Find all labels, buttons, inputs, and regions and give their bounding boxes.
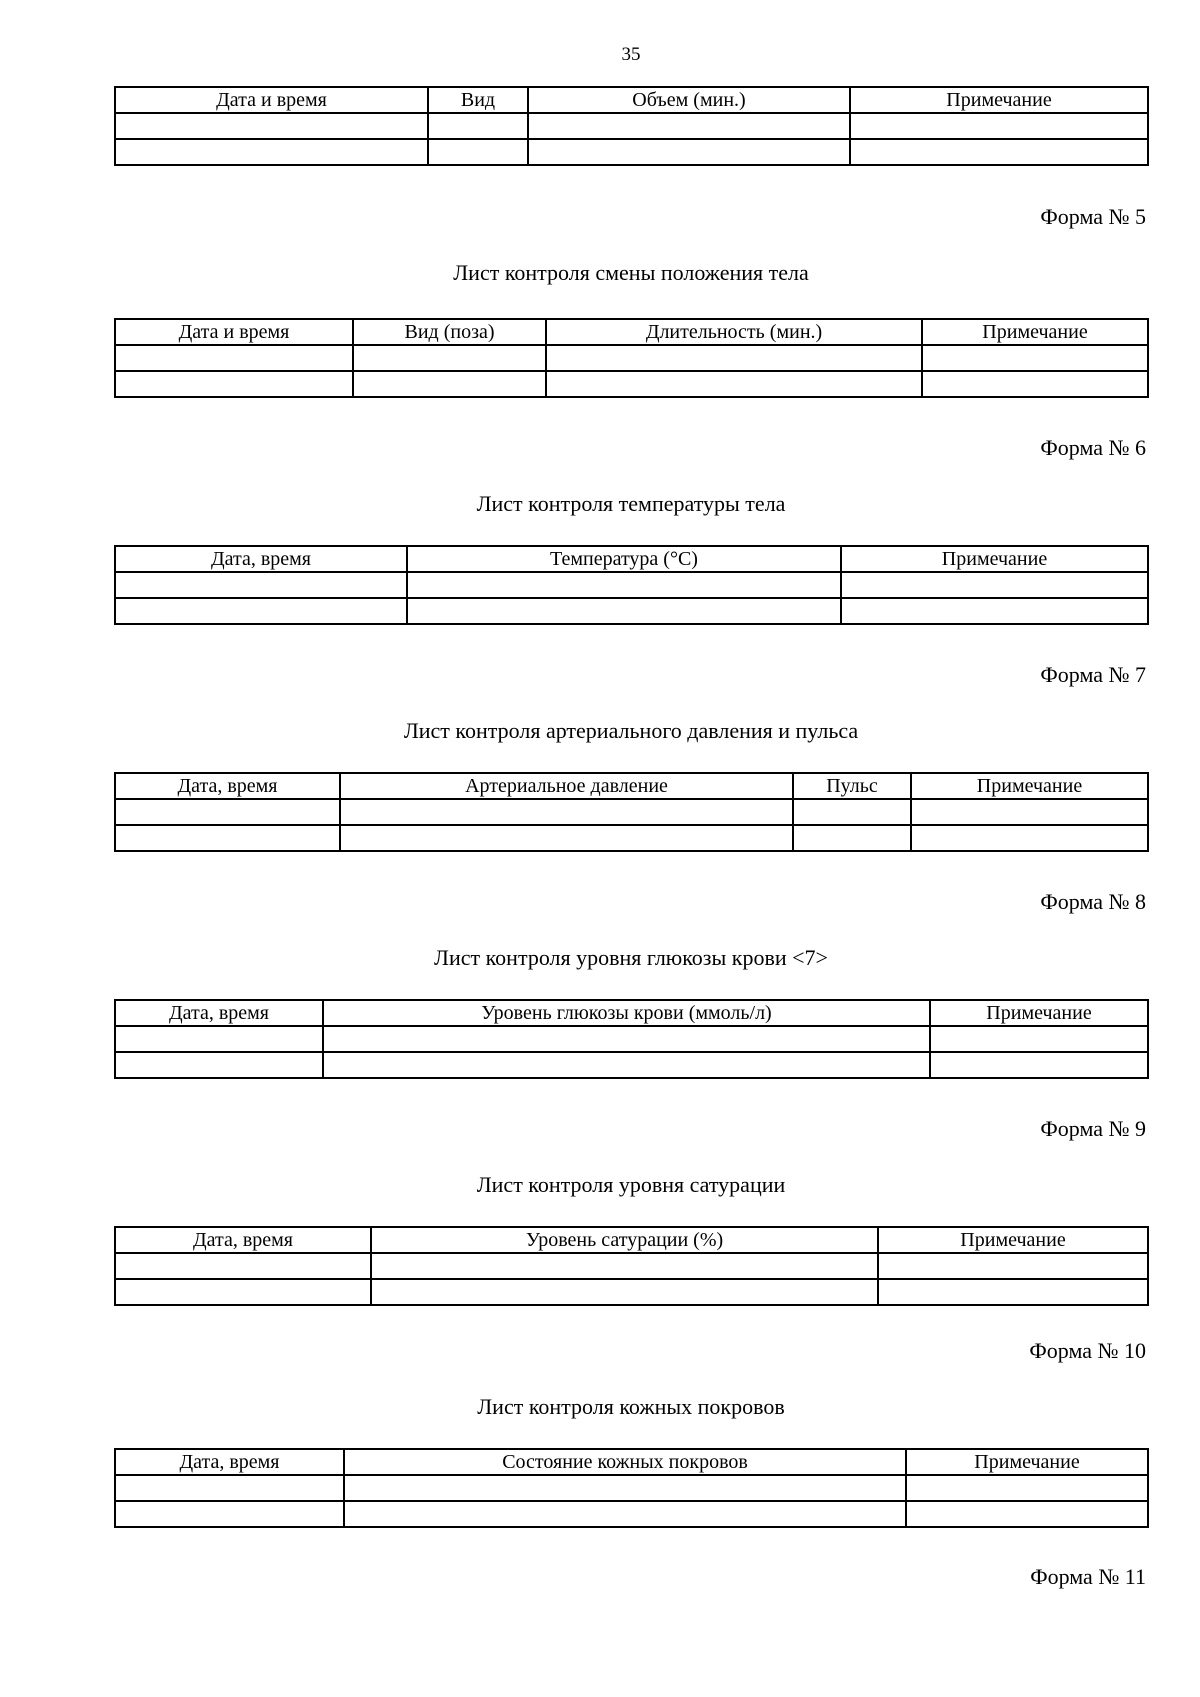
table-cell[interactable] [115,1279,371,1305]
table-cell[interactable] [850,139,1148,165]
table-cell[interactable] [115,598,407,624]
table-row [115,139,1148,165]
table-cell[interactable] [841,572,1148,598]
table-cell[interactable] [930,1052,1148,1078]
column-header: Уровень сатурации (%) [371,1227,878,1253]
table-cell[interactable] [323,1026,930,1052]
table-cell[interactable] [428,113,528,139]
table-header-row [115,87,1148,113]
table-row [115,371,1148,397]
table-cell[interactable] [922,371,1148,397]
column-header: Примечание [930,1000,1148,1026]
column-header: Объем (мин.) [528,87,850,113]
table-row [115,1253,1148,1279]
table-row [115,113,1148,139]
form-label: Форма № 6 [1040,435,1146,460]
blood-glucose-table [114,999,1149,1079]
table-cell[interactable] [407,572,841,598]
form-label: Форма № 5 [1040,204,1146,229]
form-label: Форма № 8 [1040,889,1146,914]
form-label: Форма № 7 [1040,662,1146,687]
temperature-table [114,545,1149,625]
table-row [115,1052,1148,1078]
column-header: Дата и время [115,319,353,345]
table-cell[interactable] [407,598,841,624]
sheet-title: Лист контроля кожных покровов [477,1394,785,1419]
column-header: Примечание [878,1227,1148,1253]
table-cell[interactable] [841,598,1148,624]
table-cell[interactable] [793,799,911,825]
table-cell[interactable] [115,572,407,598]
table-cell[interactable] [930,1026,1148,1052]
column-header: Температура (°C) [407,546,841,572]
column-header: Примечание [906,1449,1148,1475]
table-cell[interactable] [115,113,428,139]
table-cell[interactable] [323,1052,930,1078]
table-cell[interactable] [344,1475,906,1501]
column-header: Примечание [841,546,1148,572]
table-cell[interactable] [906,1501,1148,1527]
column-header: Вид [428,87,528,113]
column-header: Примечание [922,319,1148,345]
column-header: Вид (поза) [353,319,546,345]
column-header: Дата, время [115,546,407,572]
page-number: 35 [621,44,641,65]
table-cell[interactable] [878,1279,1148,1305]
table-cell[interactable] [911,799,1148,825]
table-row [115,1279,1148,1305]
skin-condition-table [114,1448,1149,1528]
table-cell[interactable] [371,1279,878,1305]
sheet-title: Лист контроля уровня сатурации [476,1172,786,1197]
table-cell[interactable] [911,825,1148,851]
sheet-title: Лист контроля температуры тела [476,491,786,516]
table-header-row [115,1227,1148,1253]
column-header: Дата, время [115,1000,323,1026]
table-cell[interactable] [371,1253,878,1279]
table-row [115,1026,1148,1052]
table-row [115,1475,1148,1501]
sheet-title: Лист контроля уровня глюкозы крови <7> [434,945,828,970]
form-label: Форма № 10 [1029,1338,1146,1363]
table-cell[interactable] [340,825,793,851]
column-header: Длительность (мин.) [546,319,922,345]
table-row [115,825,1148,851]
column-header: Дата, время [115,773,340,799]
table-cell[interactable] [528,139,850,165]
table-header-row [115,1449,1148,1475]
table-cell[interactable] [344,1501,906,1527]
sheet-title: Лист контроля артериального давления и пульса [403,718,859,743]
table-cell[interactable] [793,825,911,851]
table-cell[interactable] [115,1052,323,1078]
table-cell[interactable] [353,345,546,371]
table-cell[interactable] [115,371,353,397]
table-header-row [115,773,1148,799]
column-header: Дата и время [115,87,428,113]
table-cell[interactable] [906,1475,1148,1501]
table-cell[interactable] [850,113,1148,139]
column-header: Артериальное давление [340,773,793,799]
column-header: Состояние кожных покровов [344,1449,906,1475]
table-cell[interactable] [115,1475,344,1501]
table-cell[interactable] [115,799,340,825]
table-cell[interactable] [115,1253,371,1279]
column-header: Дата, время [115,1449,344,1475]
table-row [115,345,1148,371]
table-cell[interactable] [115,1026,323,1052]
volume-table [114,86,1149,166]
table-cell[interactable] [115,139,428,165]
table-cell[interactable] [115,345,353,371]
table-cell[interactable] [428,139,528,165]
table-header-row [115,1000,1148,1026]
form-label: Форма № 9 [1040,1116,1146,1141]
blood-pressure-table [114,772,1149,852]
table-cell[interactable] [353,371,546,397]
table-cell[interactable] [528,113,850,139]
form-label: Форма № 11 [1030,1564,1146,1589]
table-cell[interactable] [115,825,340,851]
column-header: Примечание [850,87,1148,113]
table-cell[interactable] [546,371,922,397]
saturation-table [114,1226,1149,1306]
column-header: Дата, время [115,1227,371,1253]
table-cell[interactable] [115,1501,344,1527]
column-header: Уровень глюкозы крови (ммоль/л) [323,1000,930,1026]
table-cell[interactable] [546,345,922,371]
table-row [115,1501,1148,1527]
table-cell[interactable] [878,1253,1148,1279]
body-position-table [114,318,1149,398]
table-header-row [115,319,1148,345]
sheet-title: Лист контроля смены положения тела [453,260,809,285]
table-header-row [115,546,1148,572]
table-row [115,598,1148,624]
table-row [115,572,1148,598]
column-header: Примечание [911,773,1148,799]
table-cell[interactable] [340,799,793,825]
table-row [115,799,1148,825]
column-header: Пульс [793,773,911,799]
table-cell[interactable] [922,345,1148,371]
